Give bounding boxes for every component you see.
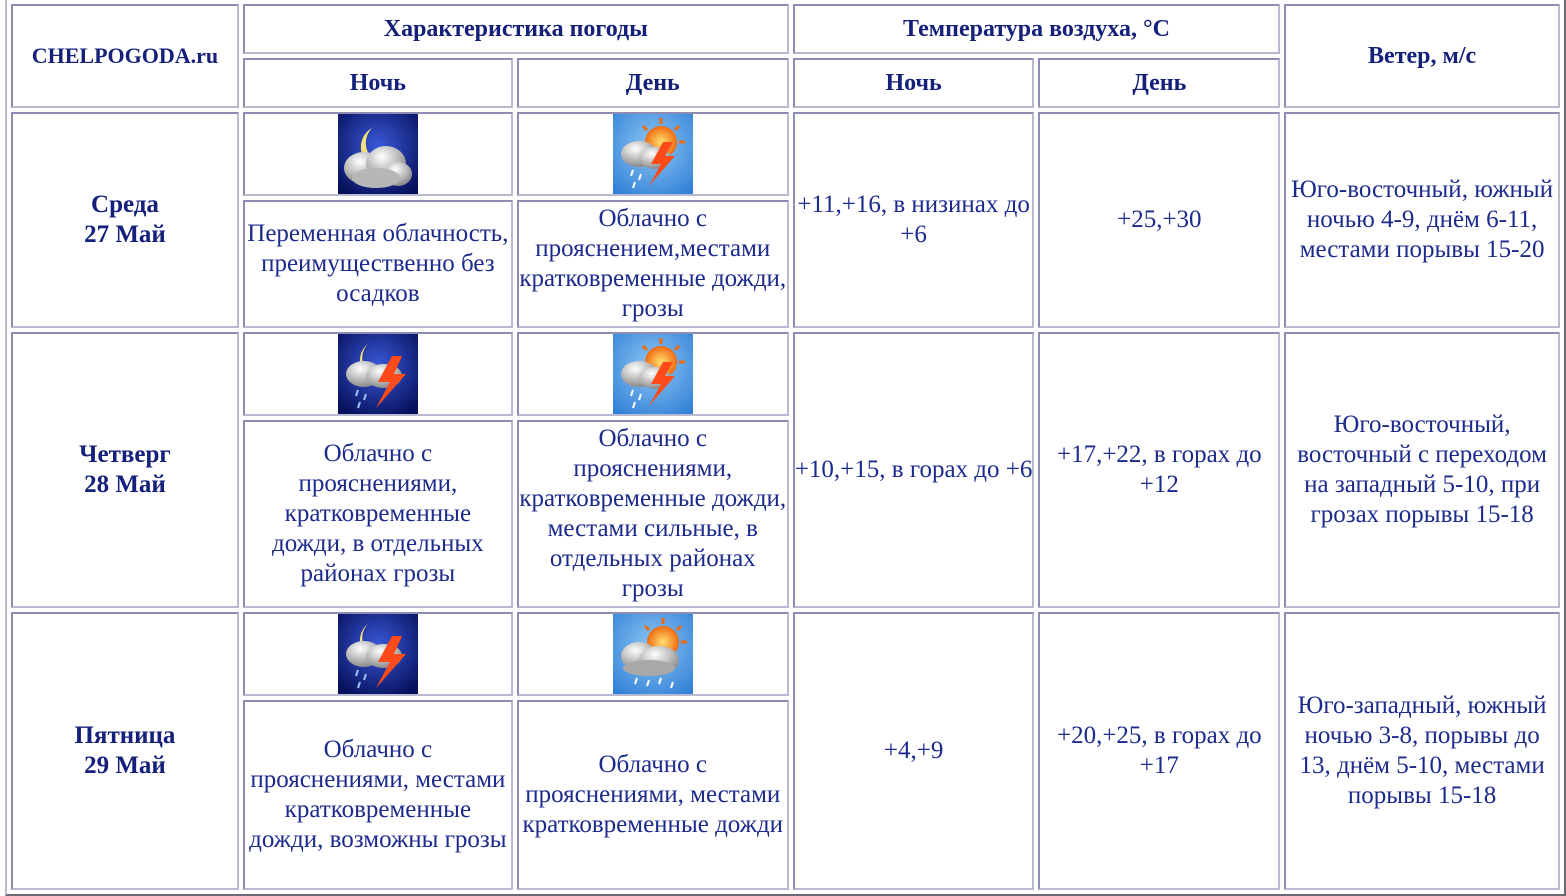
wind-cell: [1284, 112, 1560, 328]
night-desc: Облачно с прояснениями, кратковременные дожди, в отдельных районах грозы: [272, 440, 484, 587]
brand-cell: [11, 4, 239, 108]
air-temp-label: Температура воздуха, °С: [903, 16, 1170, 42]
air-temp-header: [793, 4, 1280, 54]
day-icon-cell: [517, 612, 789, 696]
day-temp-label: День: [1132, 70, 1187, 96]
day-icon-cell: [517, 332, 789, 416]
sun-storm-rain-icon: [613, 114, 693, 194]
night-icon-cell: [243, 332, 513, 416]
night-desc-cell: [243, 420, 513, 608]
night-desc-cell: [243, 700, 513, 890]
weather-char-label: Характеристика погоды: [383, 16, 648, 42]
night-temp-cell: [793, 612, 1035, 890]
day-desc: Облачно с прояснениями, местами кратковременные дожди: [522, 751, 784, 838]
brand-label: CHELPOGODA.ru: [31, 43, 219, 68]
night-temp-value: +11,+16, в низинах до +6: [797, 191, 1030, 248]
day-desc-cell: [517, 200, 789, 328]
night-temp-header: [793, 58, 1035, 108]
day-temp-cell: [1038, 112, 1280, 328]
moon-cloud-icon: [338, 114, 418, 194]
day-desc-cell: [517, 420, 789, 608]
night-label: Ночь: [349, 70, 406, 96]
night-desc-cell: [243, 200, 513, 328]
night-desc: Облачно с прояснениями, местами кратковременные дожди, возможны грозы: [249, 736, 507, 853]
date-label: 28 Май: [84, 471, 166, 498]
sun-cloud-rain-icon: [613, 614, 693, 694]
day-temp-header: [1038, 58, 1280, 108]
wind-header: [1284, 4, 1560, 108]
day-temp-cell: [1038, 612, 1280, 890]
weekday-label: Пятница: [74, 722, 176, 749]
sun-storm-rain-icon: [613, 334, 693, 414]
night-temp-cell: [793, 112, 1035, 328]
night-temp-cell: [793, 332, 1035, 608]
date-label: 27 Май: [84, 221, 166, 248]
day-cell: [11, 332, 239, 608]
wind-value: Юго-восточный, южный ночью 4-9, днём 6-11, местами порывы 15-20: [1291, 176, 1554, 263]
day-cell: [11, 112, 239, 328]
night-temp-value: +10,+15, в горах до +6: [794, 456, 1033, 483]
forecast-table: [5, 0, 1566, 896]
weather-char-header: [243, 4, 789, 54]
moon-storm-icon: [338, 614, 418, 694]
day-header: [517, 58, 789, 108]
day-desc-cell: [517, 700, 789, 890]
day-temp-cell: [1038, 332, 1280, 608]
wind-cell: [1284, 332, 1560, 608]
moon-storm-icon: [338, 334, 418, 414]
day-temp-value: +20,+25, в горах до +17: [1056, 722, 1262, 779]
wind-value: Юго-западный, южный ночью 3-8, порывы до 13, днём 5-10, местами порывы 15-18: [1297, 692, 1547, 809]
weekday-label: Среда: [91, 191, 159, 218]
day-icon-cell: [517, 112, 789, 196]
day-desc: Облачно с прояснениями, кратковременные дожди, местами сильные, в отдельных районах грозы: [519, 425, 787, 602]
day-label: День: [625, 70, 680, 96]
day-temp-value: +25,+30: [1117, 206, 1202, 233]
day-temp-value: +17,+22, в горах до +12: [1056, 441, 1262, 498]
night-icon-cell: [243, 612, 513, 696]
night-temp-label: Ночь: [885, 70, 942, 96]
wind-label: Ветер, м/с: [1368, 43, 1477, 69]
weekday-label: Четверг: [79, 441, 171, 468]
day-cell: [11, 612, 239, 890]
wind-value: Юго-восточный, восточный с переходом на западный 5-10, при грозах порывы 15-18: [1297, 411, 1547, 528]
day-desc: Облачно с прояснением,местами кратковременные дожди, грозы: [519, 205, 787, 322]
night-header: [243, 58, 513, 108]
night-temp-value: +4,+9: [883, 737, 944, 764]
night-icon-cell: [243, 112, 513, 196]
date-label: 29 Май: [84, 752, 166, 779]
night-desc: Переменная облачность, преимущественно без осадков: [247, 220, 509, 307]
wind-cell: [1284, 612, 1560, 890]
